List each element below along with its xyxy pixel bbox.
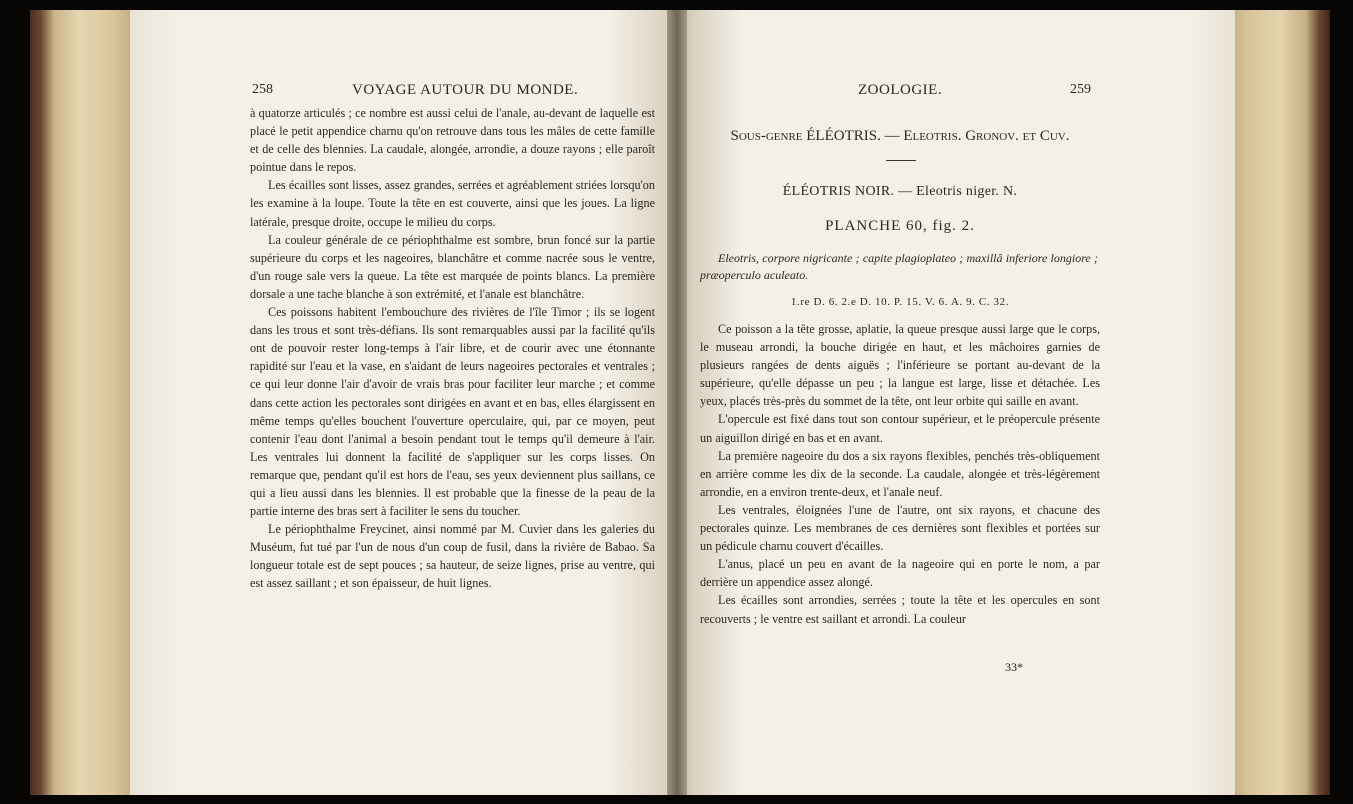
species-title: ÉLÉOTRIS NOIR. — Eleotris niger. N. <box>782 184 1018 199</box>
open-book <box>30 10 1330 795</box>
left-page-edges <box>30 10 140 795</box>
left-running-head: VOYAGE AUTOUR DU MONDE. <box>352 82 579 98</box>
subgenus-heading: Sous-genre ÉLÉOTRIS. — Eleotris. Gronov. et Cuv. <box>730 128 1070 144</box>
paragraph: Ce poisson a la tête grosse, aplatie, la queue presque aussi large que le corps, le museau arrondi, la bouche dirigée en haut, et les mâchoires garnies de plusieurs rangées de dents aiguës ; l'inférieure se portant au-devant de la supérieure, qu'elle dépasse un peu ; la langue est large, lisse et détachée. Les yeux, placés très-près du sommet de la tête, ont leur orbite qui saille en avant. <box>700 322 1100 409</box>
paragraph: Les ventrales, éloignées l'une de l'autre, ont six rayons, et chacune des pectorales quinze. Les membranes de ces dernières sont flexibles et portées sur un pédicule charnu couvert d'écailles. <box>700 502 1100 554</box>
paragraph: La première nageoire du dos a six rayons flexibles, penchés très-obliquement en arrière comme les dix de la seconde. La caudale, alongée et très-légèrement arrondie, en a environ trente-deux, et l'anale neuf. <box>700 448 1100 499</box>
paragraph: Le périophthalme Freycinet, ainsi nommé par M. Cuvier dans les galeries du Muséum, fut tué par l'un de nous d'un coup de fusil, dans la rivière de Babao. Sa longueur totale est de sept pouces ; sa hauteur, de seize lignes, prise au ventre, qui est assez saillant ; et son épaisseur, de huit lignes. <box>250 522 655 591</box>
right-page-edges <box>1220 10 1330 795</box>
plate-reference: PLANCHE 60, fig. 2. <box>825 218 975 234</box>
signature-mark: 33* <box>1005 660 1023 674</box>
right-running-head: ZOOLOGIE. <box>858 82 943 98</box>
fin-formula: 1.re D. 6. 2.e D. 10. P. 15. V. 6. A. 9. C. 32. <box>790 296 1010 308</box>
paragraph: Ces poissons habitent l'embouchure des rivières de l'île Timor ; ils se logent dans les trous et sont très-défians. Ils sont remarquables aussi par la facilité qu'ils ont de pouvoir rester long-temps à l'air libre, et de courir avec une étonnante rapidité sur l'eau et la vase, en s'aidant de leurs nageoires pectorales et ventrales ; ce qui leur donne l'air d'avoir de vrais bras pour faciliter leur marche ; et comme dans cette action les pectorales sont dirigées en avant et en bas, elles élargissent en même temps qu'elles bouchent l'ouverture operculaire, qui, par ce moyen, peut contenir l'eau dont l'animal a besoin pendant tout le temps qu'il demeure à l'air. Les ventrales lui donnent la facilité de s'appliquer sur les corps lisses. On remarque que, pendant qu'il est hors de l'eau, ses yeux deviennent plus saillans, ce qui a lieu aussi dans les blennies. Il est probable que la finesse de la peau de la partie interne des bras sert à faciliter le sens du toucher. <box>250 305 655 519</box>
paragraph: L'opercule est fixé dans tout son contour supérieur, et le préopercule présente un aiguillon dirigé en bas et en avant. <box>700 412 1100 445</box>
latin-diagnosis: Eleotris, corpore nigricante ; capite plagioplateo ; maxillâ inferiore longiore ; præoperculo aculeato. <box>700 251 1098 282</box>
right-text-column <box>700 320 1100 628</box>
book-gutter <box>667 10 687 795</box>
paragraph: à quatorze articulés ; ce nombre est aussi celui de l'anale, au-devant de laquelle est placé le petit appendice charnu qu'on retrouve dans tous les mâles de cette famille et de celle des blennies. La caudale, alongée, arrondie, a douze rayons ; elle paroît pointue dans le repos. <box>250 106 655 175</box>
left-page-number: 258 <box>252 82 273 97</box>
paragraph: Les écailles sont arrondies, serrées ; toute la tête et les opercules en sont recouverts ; le ventre est saillant et arrondi. La couleur <box>700 593 1100 626</box>
paragraph: Les écailles sont lisses, assez grandes, serrées et agréablement striées lorsqu'on les examine à la loupe. Toute la tête en est couverte, ainsi que les joues. La ligne latérale, presque droite, occupe le milieu du corps. <box>250 178 655 229</box>
paragraph: La couleur générale de ce périophthalme est sombre, brun foncé sur la partie supérieure du corps et les nageoires, blanchâtre et comme nacrée sous le ventre, d'un rouge sale vers la queue. La tête est marquée de points blancs. La première dorsale a une tache blanche à son extrémité, et l'anale est blanchâtre. <box>250 232 655 301</box>
paragraph: L'anus, placé un peu en avant de la nageoire qui en porte le nom, a par derrière un appendice assez alongé. <box>700 557 1100 590</box>
left-text-column <box>250 104 655 593</box>
divider-rule <box>886 160 916 161</box>
right-page-number: 259 <box>1070 82 1091 97</box>
